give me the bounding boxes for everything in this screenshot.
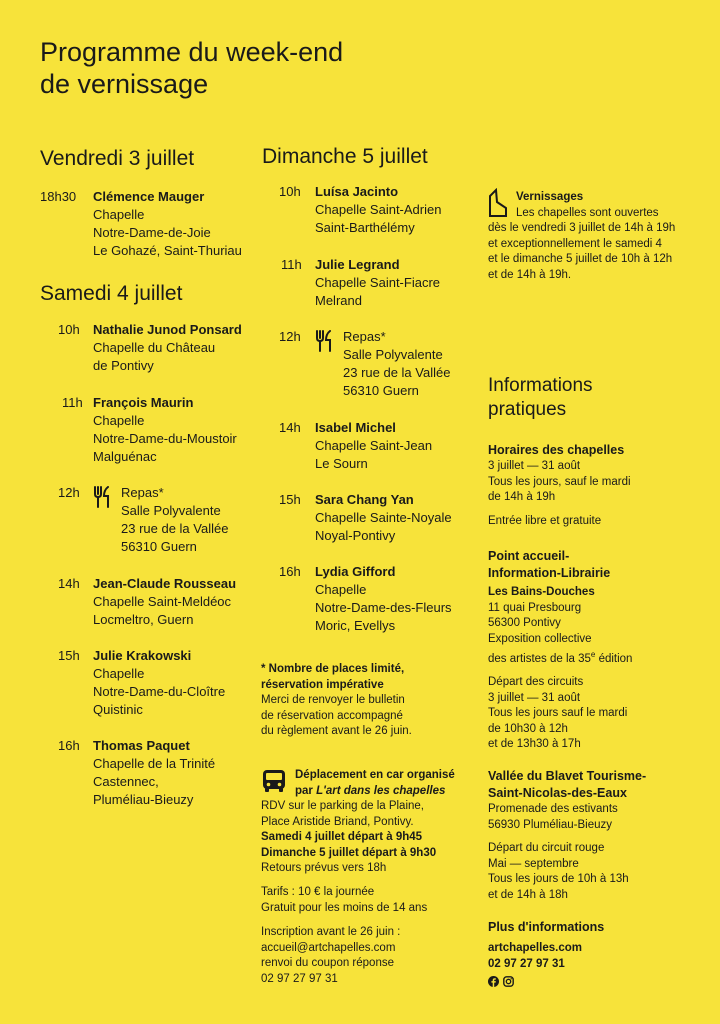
bus-icon (261, 768, 287, 794)
bus-return: Retours prévus vers 18h (261, 862, 387, 874)
event-line: 23 rue de la Vallée (121, 521, 229, 536)
event-line: Chapelle Saint-Adrien (315, 202, 442, 217)
blavet-heading: Vallée du Blavet Tourisme- (488, 769, 647, 783)
accueil-line: 56300 Pontivy (488, 617, 561, 629)
bus-heading-line (295, 784, 475, 800)
blavet-circuit-line: Tous les jours de 10h à 13h (488, 873, 629, 885)
event-line: Salle Polyvalente (121, 503, 221, 518)
bus-inscription (261, 925, 466, 987)
website-link[interactable]: artchapelles.com (488, 942, 582, 954)
circuits-line: et de 13h30 à 17h (488, 738, 581, 751)
page-title (40, 36, 343, 100)
event-artist: Luísa Jacinto (315, 184, 399, 199)
info-heading-line: pratiques (488, 399, 567, 420)
bus-departure: Samedi 4 juillet départ à 9h45 (261, 831, 423, 843)
edition-text: des artistes de la 35 (488, 652, 591, 665)
bus-line: Place Aristide Briand, Pontivy. (261, 815, 414, 828)
blavet-circuit-line: Départ du circuit rouge (488, 842, 605, 854)
accueil-edition (488, 647, 708, 667)
edition-text: édition (595, 652, 633, 665)
accueil-place: Les Bains-Douches (488, 586, 595, 598)
event-time: 10h (279, 184, 301, 199)
circuits-line: de 10h30 à 12h (488, 722, 568, 735)
more-info-block (488, 919, 708, 987)
social-icons (488, 976, 708, 987)
event-time: 18h30 (40, 189, 77, 204)
event-line: 56310 Guern (343, 383, 419, 398)
event-time: 16h (279, 564, 301, 579)
event-line: Chapelle Sainte-Noyale (315, 510, 452, 525)
horaires-line: de 14h à 19h (488, 491, 556, 503)
accueil-line: Exposition collective (488, 632, 592, 645)
entry-free-text: Entrée libre et gratuite (488, 514, 602, 527)
circuits-line: Tous les jours sauf le mardi (488, 707, 628, 720)
event-time: 11h (281, 257, 302, 272)
blavet-block (488, 768, 713, 903)
event-line: Saint-Barthélémy (315, 220, 415, 235)
reservation-bold-line: réservation impérative (261, 678, 384, 691)
tarif-line: Gratuit pour les moins de 14 ans (261, 901, 428, 914)
event-line: Chapelle Saint-Fiacre (315, 275, 441, 290)
bus-heading-par: par (295, 784, 317, 797)
bus-line: RDV sur le parking de la Plaine, (261, 800, 424, 812)
bus-details (261, 799, 466, 877)
event-artist: Isabel Michel (315, 420, 396, 435)
event-line: Moric, Evellys (315, 618, 396, 633)
event-line: Chapelle du Château (93, 340, 216, 355)
horaires-heading: Horaires des chapelles (488, 443, 625, 457)
event-artist: Julie Legrand (315, 257, 400, 272)
inscription-email[interactable]: accueil@artchapelles.com (261, 941, 396, 954)
reservation-line: du règlement avant le 26 juin. (261, 725, 412, 737)
event-time: 14h (279, 420, 301, 435)
event-artist: Thomas Paquet (93, 738, 190, 753)
bus-tarifs (261, 885, 466, 916)
event-line: Notre-Dame-du-Cloître (93, 684, 226, 699)
event-line: Castennec, (93, 774, 159, 789)
organizer-name: L'art dans les chapelles (316, 784, 446, 797)
event-line: Pluméliau-Bieuzy (93, 792, 194, 807)
event-time: 11h (62, 395, 83, 410)
facebook-icon[interactable] (488, 976, 499, 987)
reservation-line: de réservation accompagné (261, 709, 403, 722)
accueil-block (488, 548, 708, 753)
circuits-line: Départ des circuits (488, 676, 584, 689)
bus-departure: Dimanche 5 juillet départ à 9h30 (261, 846, 437, 859)
horaires-line: Tous les jours, sauf le mardi (488, 475, 631, 488)
event-line: Melrand (315, 293, 362, 308)
event-artist: Nathalie Junod Ponsard (93, 322, 242, 337)
tarif-line: Tarifs : 10 € la journée (261, 886, 375, 898)
event-line: Repas* (121, 485, 164, 500)
event-artist: Sara Chang Yan (315, 492, 414, 507)
phone-number: 02 97 27 97 31 (488, 957, 565, 970)
event-time: 12h (279, 329, 301, 344)
title-line: de vernissage (40, 69, 209, 99)
event-time: 16h (58, 738, 80, 753)
event-line: Notre-Dame-du-Moustoir (93, 431, 237, 446)
fork-knife-icon (315, 330, 335, 352)
event-time: 14h (58, 576, 80, 591)
event-line: Repas* (343, 329, 386, 344)
day-heading-friday: Vendredi 3 juillet (40, 147, 195, 170)
vernissages-line: et le dimanche 5 juillet de 10h à 12h (488, 253, 673, 265)
accueil-line: 11 quai Presbourg (488, 601, 582, 614)
vernissages-line: dès le vendredi 3 juillet de 14h à 19h (488, 222, 676, 234)
vernissages-heading: Vernissages (516, 191, 584, 203)
reservation-bold-line: * Nombre de places limité, (261, 663, 405, 675)
event-line: 56310 Guern (121, 539, 197, 554)
event-line: de Pontivy (93, 358, 154, 373)
event-artist: Julie Krakowski (93, 648, 192, 663)
accueil-heading: Information-Librairie (488, 566, 611, 580)
blavet-line: 56930 Pluméliau-Bieuzy (488, 818, 613, 831)
horaires-line: 3 juillet — 31 août (488, 460, 581, 472)
title-line: Programme du week-end (40, 37, 344, 67)
event-line: Malguénac (93, 449, 157, 464)
instagram-icon[interactable] (503, 976, 514, 987)
event-artist: François Maurin (93, 395, 194, 410)
reservation-line: Merci de renvoyer le bulletin (261, 694, 405, 706)
edition-sup: e (590, 650, 596, 659)
event-line: Chapelle (315, 582, 367, 597)
blavet-circuit-line: et de 14h à 18h (488, 888, 568, 901)
event-line: 23 rue de la Vallée (343, 365, 451, 380)
day-heading-saturday: Samedi 4 juillet (40, 282, 183, 305)
event-artist: Clémence Mauger (93, 189, 205, 204)
event-line: Noyal-Pontivy (315, 528, 396, 543)
blavet-circuit-line: Mai — septembre (488, 857, 579, 870)
inscription-phone: 02 97 27 97 31 (261, 972, 338, 985)
event-artist: Lydia Gifford (315, 564, 396, 579)
bus-heading-line: Déplacement en car organisé (295, 769, 455, 781)
blavet-line: Promenade des estivants (488, 803, 618, 815)
inscription-line: renvoi du coupon réponse (261, 957, 394, 969)
event-line: Chapelle de la Trinité (93, 756, 216, 771)
event-time: 10h (58, 322, 80, 337)
fork-knife-icon (93, 486, 113, 508)
blavet-heading: Saint-Nicolas-des-Eaux (488, 786, 627, 800)
event-line: Chapelle (93, 207, 145, 222)
event-time: 15h (279, 492, 301, 507)
horaires-block (488, 442, 703, 529)
vernissages-line: et de 14h à 19h. (488, 268, 572, 281)
info-heading (488, 374, 593, 422)
more-info-heading: Plus d'informations (488, 920, 605, 934)
event-time: 12h (58, 485, 80, 500)
event-line: Chapelle (93, 666, 145, 681)
event-artist: Jean-Claude Rousseau (93, 576, 237, 591)
event-line: Locmeltro, Guern (93, 612, 194, 627)
info-heading-line: Informations (488, 375, 593, 396)
accueil-heading: Point accueil- (488, 549, 570, 563)
event-line: Notre-Dame-des-Fleurs (315, 600, 452, 615)
event-time: 15h (58, 648, 80, 663)
event-line: Chapelle Saint-Meldéoc (93, 594, 232, 609)
event-line: Salle Polyvalente (343, 347, 443, 362)
event-line: Le Sourn (315, 456, 368, 471)
event-line: Quistinic (93, 702, 143, 717)
event-line: Chapelle (93, 413, 145, 428)
bus-heading (295, 768, 475, 799)
event-line: Le Gohazé, Saint-Thuriau (93, 243, 242, 258)
vernissages-line: et exceptionnellement le samedi 4 (488, 237, 662, 250)
inscription-line: Inscription avant le 26 juin : (261, 926, 401, 938)
vernissages-block (488, 190, 698, 283)
day-heading-sunday: Dimanche 5 juillet (262, 145, 428, 168)
reservation-note (261, 662, 466, 740)
event-line: Notre-Dame-de-Joie (93, 225, 211, 240)
circuits-line: 3 juillet — 31 août (488, 691, 581, 704)
event-line: Chapelle Saint-Jean (315, 438, 433, 453)
vernissages-line: Les chapelles sont ouvertes (516, 206, 659, 219)
